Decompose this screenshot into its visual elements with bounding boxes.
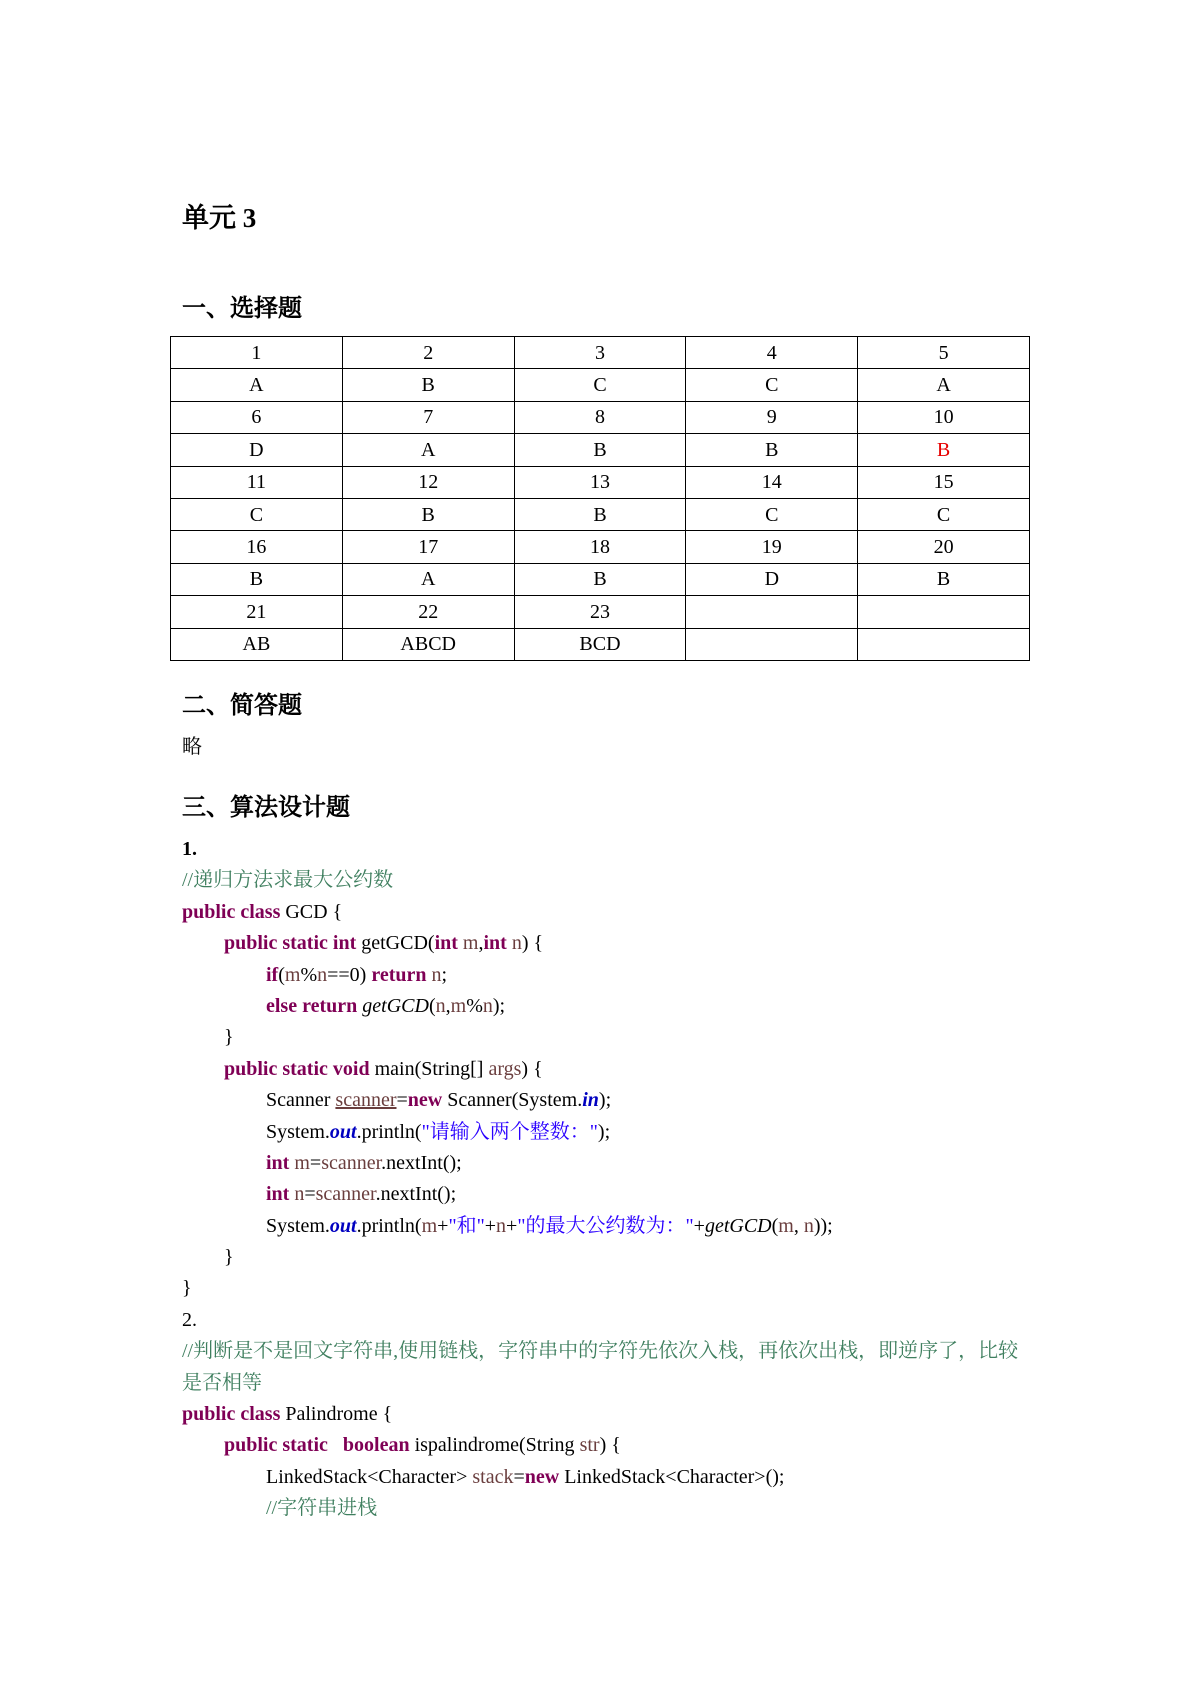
code-text: .println(: [356, 1214, 422, 1237]
code-line: [182, 960, 1062, 991]
code-text: GCD {: [280, 900, 343, 923]
code-line: [182, 1117, 1062, 1148]
code-variable: args: [488, 1057, 522, 1080]
table-row: [171, 531, 1030, 563]
code-listing: [182, 834, 1062, 1525]
code-static-field: in: [582, 1089, 599, 1112]
code-text: =: [396, 1089, 408, 1112]
code-line: [182, 865, 1062, 896]
table-cell: C: [171, 498, 343, 530]
code-variable: n: [426, 963, 442, 986]
table-row: [171, 628, 1030, 660]
table-cell: B: [342, 369, 514, 401]
code-line: [182, 1085, 1062, 1116]
table-cell: B: [171, 563, 343, 595]
code-keyword: new: [524, 1465, 560, 1488]
code-variable: m: [284, 963, 301, 986]
code-text: );: [492, 994, 506, 1017]
table-cell: B: [342, 498, 514, 530]
code-text: +: [506, 1214, 518, 1237]
code-text: Scanner: [266, 1089, 336, 1112]
code-keyword: public static boolean: [224, 1434, 410, 1457]
table-cell: BCD: [514, 628, 686, 660]
table-cell: 14: [686, 466, 858, 498]
table-row: [171, 401, 1030, 433]
code-line: [182, 1054, 1062, 1085]
code-keyword: if: [266, 963, 279, 986]
code-text: =: [309, 1151, 322, 1174]
table-cell: B: [514, 563, 686, 595]
answer-table: [170, 336, 1030, 661]
code-text: .nextInt();: [375, 1183, 457, 1206]
table-cell: B: [858, 563, 1030, 595]
code-line: [182, 1336, 1062, 1367]
code-text: ));: [813, 1214, 833, 1237]
table-cell: 13: [514, 466, 686, 498]
code-variable: m: [289, 1151, 310, 1174]
code-text: main(String[]: [369, 1057, 489, 1080]
code-text: ,: [478, 932, 484, 955]
code-text: Palindrome {: [280, 1403, 393, 1426]
code-text: Scanner(System.: [442, 1089, 583, 1112]
code-text: +: [437, 1214, 449, 1237]
code-variable: n: [496, 1214, 507, 1237]
code-text: }: [224, 1026, 234, 1049]
code-keyword: public class: [182, 1403, 281, 1426]
code-comment: 是否相等: [182, 1371, 262, 1394]
table-cell: A: [858, 369, 1030, 401]
table-cell: [686, 628, 858, 660]
table-cell: ABCD: [342, 628, 514, 660]
table-row: [171, 596, 1030, 628]
code-variable: n: [317, 963, 328, 986]
code-text: }: [182, 1277, 192, 1300]
code-text: .println(: [356, 1120, 422, 1143]
code-string: "和": [448, 1214, 485, 1237]
code-static-method: getGCD: [362, 994, 429, 1017]
code-variable: n: [482, 994, 493, 1017]
code-variable: scanner: [315, 1183, 376, 1206]
question-number: 2.: [182, 1308, 197, 1331]
table-cell: 12: [342, 466, 514, 498]
code-variable: str: [579, 1434, 600, 1457]
code-text: .nextInt();: [381, 1151, 462, 1174]
table-cell: 10: [858, 401, 1030, 433]
code-string: "请输入两个整数：": [421, 1120, 598, 1143]
code-text: +: [484, 1214, 497, 1237]
code-text: ) {: [599, 1434, 621, 1457]
code-line: [182, 1462, 1062, 1493]
table-cell: 1: [171, 337, 343, 369]
table-cell: 18: [514, 531, 686, 563]
code-text: );: [597, 1120, 611, 1143]
table-cell: 21: [171, 596, 343, 628]
code-line: [182, 1211, 1062, 1242]
table-cell: 17: [342, 531, 514, 563]
code-variable: m: [450, 994, 467, 1017]
code-line: [182, 1022, 1062, 1053]
table-cell: 7: [342, 401, 514, 433]
code-text: ;: [441, 963, 448, 986]
table-cell: [858, 628, 1030, 660]
code-static-field: out: [329, 1214, 357, 1237]
table-cell-highlighted: B: [858, 434, 1030, 466]
code-text: (: [278, 963, 285, 986]
table-cell: A: [342, 434, 514, 466]
section-heading-short-answer: 二、简答题: [182, 693, 302, 719]
table-cell: A: [171, 369, 343, 401]
table-cell: 23: [514, 596, 686, 628]
code-line: [182, 991, 1062, 1022]
code-text: ) {: [521, 932, 544, 955]
table-cell: 3: [514, 337, 686, 369]
question-number: 1.: [182, 838, 197, 860]
short-answer-text: 略: [182, 736, 202, 758]
table-cell: C: [686, 369, 858, 401]
code-text: ==0): [327, 963, 372, 986]
code-text: (: [771, 1214, 779, 1237]
page-title: 单元 3: [182, 203, 257, 233]
code-comment: //递归方法求最大公约数: [182, 869, 394, 892]
code-text: %: [466, 994, 483, 1017]
table-cell: 16: [171, 531, 343, 563]
table-cell: [858, 596, 1030, 628]
table-cell: 9: [686, 401, 858, 433]
table-cell: 22: [342, 596, 514, 628]
code-text: =: [304, 1183, 316, 1206]
code-comment: //字符串进栈: [266, 1497, 378, 1520]
code-line: [182, 1399, 1062, 1430]
code-variable: scanner: [321, 1151, 382, 1174]
code-text: (: [428, 994, 436, 1017]
table-row: [171, 337, 1030, 369]
code-text: ,: [793, 1214, 804, 1237]
code-text: getGCD(: [356, 932, 435, 955]
table-cell: 2: [342, 337, 514, 369]
code-keyword: return: [371, 963, 427, 986]
code-string: "的最大公约数为：": [517, 1214, 694, 1237]
code-keyword: else return: [266, 994, 358, 1017]
code-keyword: int: [483, 932, 507, 955]
table-cell: B: [686, 434, 858, 466]
table-cell: [686, 596, 858, 628]
code-text: LinkedStack<Character>: [266, 1465, 473, 1488]
code-text: +: [693, 1214, 705, 1237]
code-text: System.: [266, 1120, 330, 1143]
code-line: [182, 1179, 1062, 1210]
code-keyword: public static int: [224, 932, 357, 955]
table-row: [171, 434, 1030, 466]
table-cell: C: [858, 498, 1030, 530]
code-keyword: int: [266, 1151, 290, 1174]
code-text: LinkedStack<Character>();: [559, 1465, 785, 1488]
table-cell: A: [342, 563, 514, 595]
code-keyword: public class: [182, 900, 281, 923]
code-keyword: new: [407, 1089, 443, 1112]
code-variable: n: [803, 1214, 814, 1237]
table-cell: B: [514, 434, 686, 466]
section-heading-algorithm: 三、算法设计题: [182, 795, 350, 821]
code-line: [182, 1430, 1062, 1461]
code-text: System.: [266, 1214, 330, 1237]
code-static-method: getGCD: [704, 1214, 772, 1237]
table-cell: AB: [171, 628, 343, 660]
code-line: [182, 1493, 1062, 1524]
table-row: [171, 369, 1030, 401]
code-line: [182, 1148, 1062, 1179]
code-text: %: [300, 963, 318, 986]
table-cell: 19: [686, 531, 858, 563]
code-variable: scanner: [335, 1089, 397, 1112]
code-text: ,: [445, 994, 451, 1017]
code-static-field: out: [329, 1120, 357, 1143]
code-text: ispalindrome(String: [409, 1434, 580, 1457]
code-keyword: public static void: [224, 1057, 370, 1080]
code-variable: m: [421, 1214, 438, 1237]
code-variable: n: [506, 932, 522, 955]
code-variable: n: [435, 994, 446, 1017]
code-variable: m: [778, 1214, 794, 1237]
code-keyword: int: [266, 1183, 290, 1206]
code-variable: m: [457, 932, 479, 955]
code-text: =: [513, 1465, 525, 1488]
table-cell: 15: [858, 466, 1030, 498]
code-line: [182, 897, 1062, 928]
table-cell: 6: [171, 401, 343, 433]
code-line: [182, 1368, 1062, 1399]
table-cell: 20: [858, 531, 1030, 563]
table-cell: 8: [514, 401, 686, 433]
table-cell: 4: [686, 337, 858, 369]
table-cell: D: [171, 434, 343, 466]
code-variable: stack: [472, 1465, 514, 1488]
code-line: [182, 1242, 1062, 1273]
table-cell: C: [686, 498, 858, 530]
table-cell: 11: [171, 466, 343, 498]
code-text: );: [598, 1089, 612, 1112]
table-row: [171, 498, 1030, 530]
code-text: ) {: [521, 1057, 543, 1080]
table-cell: D: [686, 563, 858, 595]
table-row: [171, 563, 1030, 595]
table-cell: C: [514, 369, 686, 401]
code-variable: n: [289, 1183, 305, 1206]
table-cell: B: [514, 498, 686, 530]
code-line: [182, 928, 1062, 959]
code-keyword: int: [434, 932, 458, 955]
table-cell: 5: [858, 337, 1030, 369]
table-row: [171, 466, 1030, 498]
section-heading-choice: 一、选择题: [182, 296, 302, 322]
code-line: [182, 1273, 1062, 1304]
code-text: }: [224, 1246, 234, 1269]
code-comment: //判断是不是回文字符串,使用链栈，字符串中的字符先依次入栈，再依次出栈，即逆序了，比较: [182, 1340, 1019, 1363]
